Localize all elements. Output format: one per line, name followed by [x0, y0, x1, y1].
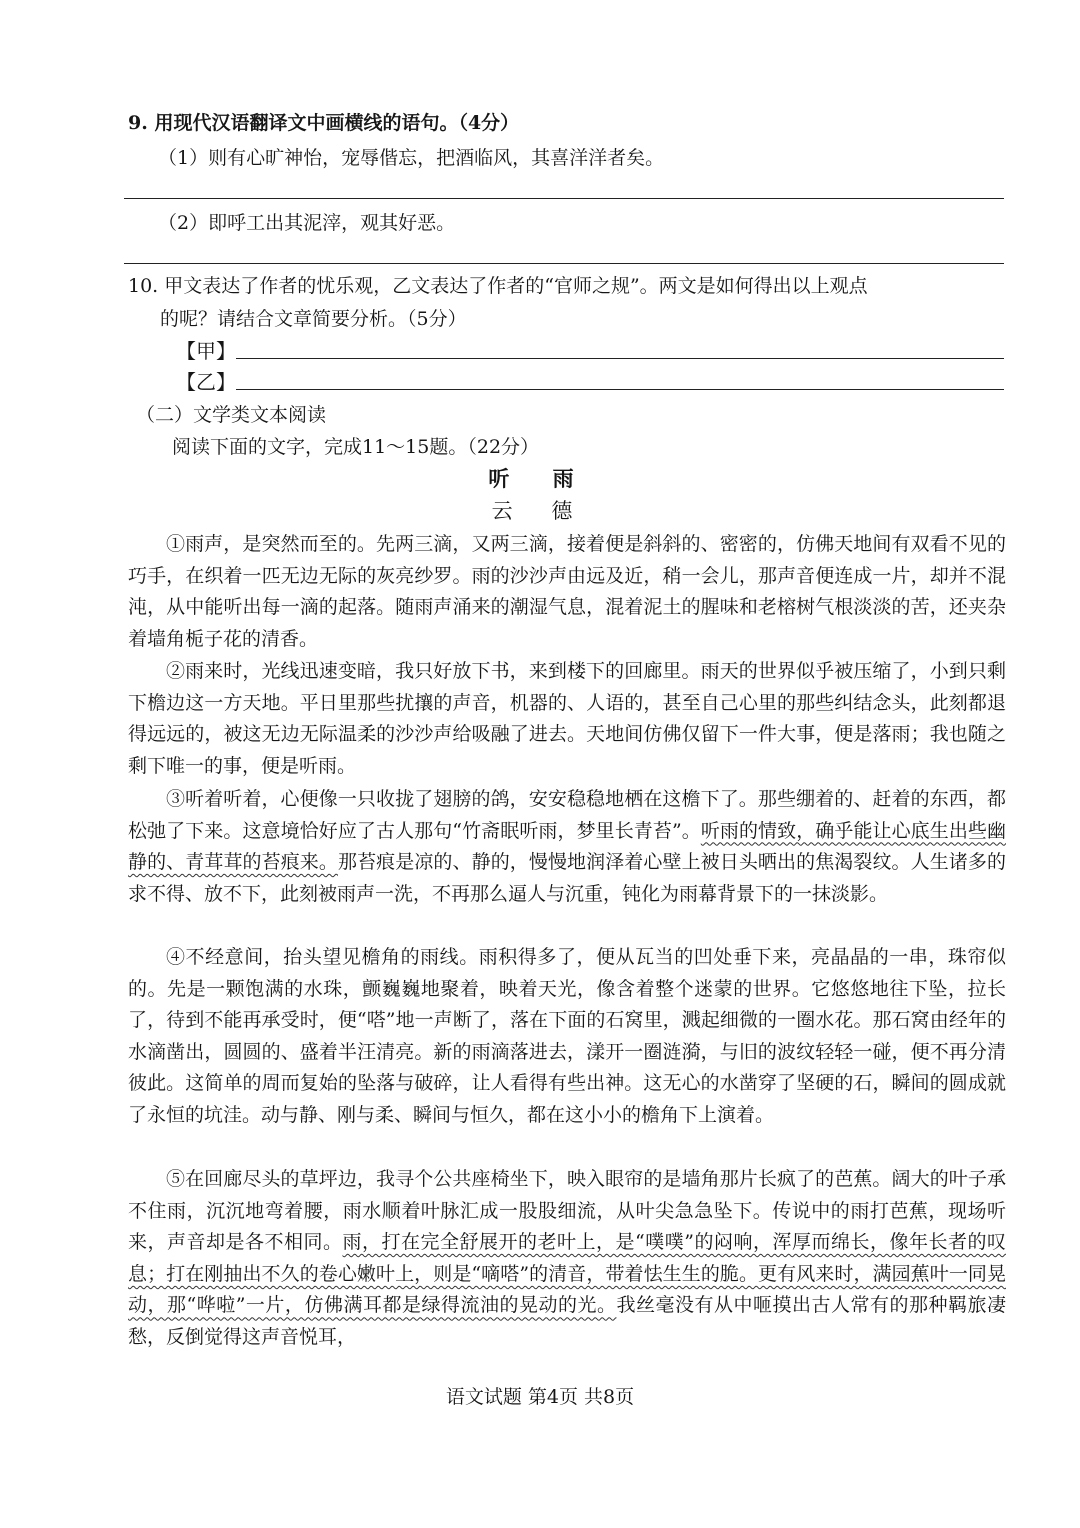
paragraph-5 — [128, 1164, 1006, 1354]
yi-label: 【乙】 — [176, 370, 236, 394]
paragraph-3-text-a: ③听着听着，心便像一只收拢了翅膀的鸽，安安稳稳地栖在这檐下了。那些绷着的、赶着的东西，都松弛了下来。这意境恰好应了古人那句“竹斋眠听雨，梦里长青苔”。 — [128, 788, 1006, 842]
paragraph-3-text-b: 那苔痕是凉的、静的，慢慢地润泽着心壁上被日头晒出的焦渴裂纹。人生诸多的求不得、放不下，此刻被雨声一洗，不再那么逼人与沉重，钝化为雨幕背景下的一抹淡影。 — [128, 851, 1006, 905]
section-instruction: 阅读下面的文字，完成11～15题。（22分） — [172, 436, 540, 458]
answer-row-jia — [176, 336, 236, 366]
question-9-title: 9. 用现代汉语翻译文中画横线的语句。（4分） — [128, 112, 520, 134]
question-9-item-2: （2）即呼工出其泥滓，观其好恶。 — [158, 212, 456, 234]
section-heading: （二）文学类文本阅读 — [136, 404, 327, 426]
paragraph-5-underlined: 雨，打在完全舒展开的老叶上，是“噗噗”的闷响，浑厚而绵长，像年长者的叹息；打在刚抽出不久的卷心嫩叶上，则是“嘀嗒”的清音，带着怯生生的脆。更有风来时，满园蕉叶一同晃动，那“哗啦”一片，仿佛满耳都是绿得流油的晃动的光。 — [128, 1231, 1006, 1317]
article-author: 云 德 — [491, 499, 589, 523]
answer-row-yi — [176, 367, 236, 397]
paragraph-1: ①雨声，是突然而至的。先两三滴，又两三滴，接着便是斜斜的、密密的，仿佛天地间有双看不见的巧手，在织着一匹无边无际的灰亮纱罗。雨的沙沙声由远及近，稍一会儿，那声音便连成一片，却并不混沌，从中能听出每一滴的起落。随雨声涌来的潮湿气息，混着泥土的腥味和老榕树气根淡淡的苦，还夹杂着墙角栀子花的清香。 — [128, 533, 1006, 650]
paragraph-5-text-b: 我丝毫没有从中咂摸出古人常有的那种羁旅凄愁，反倒觉得这声音悦耳， — [128, 1294, 1006, 1348]
jia-label: 【甲】 — [176, 339, 236, 363]
paragraph-2: ②雨来时，光线迅速变暗，我只好放下书，来到楼下的回廊里。雨天的世界似乎被压缩了，小到只剩下檐边这一方天地。平日里那些扰攘的声音，机器的、人语的，甚至自己心里的那些纠结念头，此刻都退得远远的，被这无边无际温柔的沙沙声给吸融了进去。天地间仿佛仅留下一件大事，便是落雨；我也随之剩下唯一的事，便是听雨。 — [128, 660, 1006, 777]
question-10-line-1: 10. 甲文表达了作者的忧乐观，乙文表达了作者的“官师之规”。两文是如何得出以上观点 — [128, 275, 868, 297]
paragraph-4: ④不经意间，抬头望见檐角的雨线。雨积得多了，便从瓦当的凹处垂下来，亮晶晶的一串，珠帘似的。先是一颗饱满的水珠，颤巍巍地聚着，映着天光，像含着整个迷蒙的世界。它悠悠地往下坠，拉长了，待到不能再承受时，便“嗒”地一声断了，落在下面的石窝里，溅起细微的一圈水花。那石窝由经年的水滴凿出，圆圆的、盛着半汪清亮。新的雨滴落进去，漾开一圈涟漪，与旧的波纹轻轻一碰，便不再分清彼此。这简单的周而复始的坠落与破碎，让人看得有些出神。这无心的水凿穿了坚硬的石，瞬间的圆成就了永恒的坑洼。动与静、刚与柔、瞬间与恒久，都在这小小的檐角下上演着。 — [128, 946, 1006, 1126]
answer-line-9-1[interactable] — [124, 198, 1004, 199]
paragraph-5-text-a: ⑤在回廊尽头的草坪边，我寻个公共座椅坐下，映入眼帘的是墙角那片长疯了的芭蕉。阔大的叶子承不住雨，沉沉地弯着腰，雨水顺着叶脉汇成一股股细流，从叶尖急急坠下。传说中的雨打芭蕉，现场听来，声音却是各不相同。 — [128, 1168, 1006, 1254]
question-10-line-2: 的呢？请结合文章简要分析。（5分） — [160, 308, 467, 330]
paragraph-3-underlined: 听雨的情致，确乎能让心底生出些幽静的、青茸茸的苔痕来。 — [128, 819, 1006, 874]
page-footer: 语文试题 第4页 共8页 — [445, 1386, 635, 1408]
answer-line-9-2[interactable] — [124, 263, 1004, 264]
paragraph-3 — [128, 784, 1006, 910]
article-title: 听 雨 — [488, 466, 592, 491]
answer-line-yi[interactable] — [236, 389, 1004, 390]
answer-line-jia[interactable] — [236, 358, 1004, 359]
question-9-item-1: （1）则有心旷神怡，宠辱偕忘，把酒临风，其喜洋洋者矣。 — [158, 147, 665, 169]
